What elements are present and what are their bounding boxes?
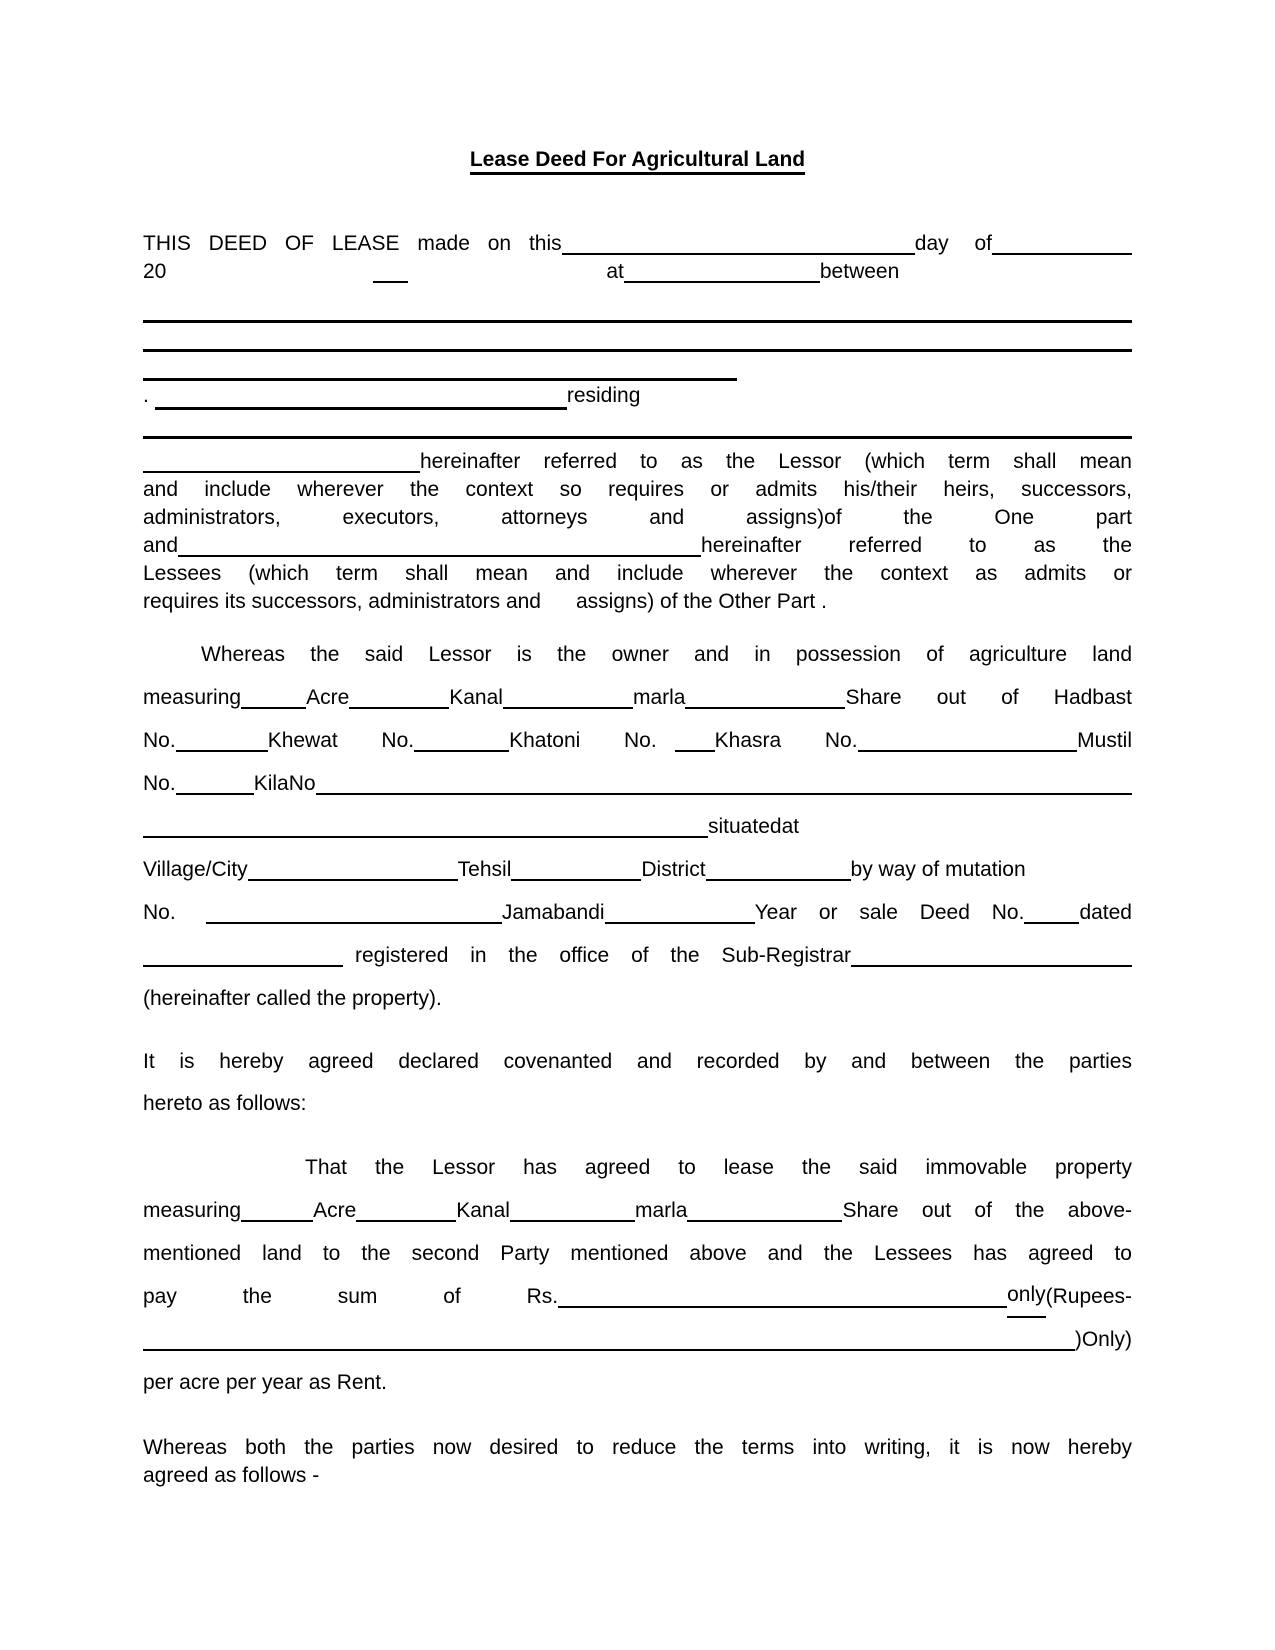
blank-row — [143, 323, 1132, 352]
blank-registration-date — [143, 965, 343, 967]
blank-lease-kanal — [356, 1220, 456, 1222]
district-label: District — [641, 858, 706, 881]
blank-khatoni-no — [675, 750, 715, 752]
blank-lessor-detail — [155, 407, 567, 410]
agreement-intro-line-2: hereto as follows: — [143, 1092, 307, 1115]
opening-paragraph — [143, 230, 1132, 286]
blank-acre — [241, 707, 306, 709]
lessor-clause-line-5: Lessees (which term shall mean and include wherever the context as admits or — [143, 562, 1132, 585]
opening-text: THIS DEED OF LEASE made on this — [143, 232, 562, 255]
khewat-label: Khewat No. — [267, 729, 415, 752]
blank-lessor-residence — [143, 471, 420, 473]
no-label: No. — [143, 729, 176, 752]
property-description-paragraph — [143, 633, 1132, 1020]
lessor-clause-line-1 — [143, 448, 1132, 476]
day-of-label: day of — [914, 232, 992, 255]
closing-line-2: agreed as follows - — [143, 1464, 320, 1487]
marla-label: marla — [634, 1199, 688, 1222]
lease-line-rupees-words — [143, 1318, 1132, 1361]
blank-row — [143, 352, 1132, 381]
blank-kila-no — [316, 793, 1132, 795]
lessor-clause-line-2: and include wherever the context so requires or admits his/their heirs, successors, — [143, 478, 1132, 501]
blank-hadbast-no — [176, 750, 268, 752]
lessor-clause-text-1: hereinafter referred to as the Lessor (which term shall mean — [420, 450, 1132, 473]
blank-share — [685, 707, 845, 709]
jamabandi-label: Jamabandi — [501, 901, 605, 924]
document-title-row — [0, 146, 1275, 174]
only-close-label: )Only) — [1074, 1328, 1132, 1351]
document-title: Lease Deed For Agricultural Land — [470, 148, 805, 175]
between-label: between — [819, 260, 900, 283]
at-label: at — [606, 260, 624, 283]
closing-paragraph — [143, 1434, 1132, 1490]
lessor-details-blanks — [143, 294, 1132, 439]
lessor-clause-text-4: hereinafter referred to as the — [701, 534, 1132, 557]
dated-label: dated — [1079, 901, 1132, 924]
property-line-numbers — [143, 719, 1132, 762]
closing-line-1: Whereas both the parties now desired to reduce the terms into writing, it is now hereby — [143, 1436, 1132, 1459]
tehsil-label: Tehsil — [457, 858, 512, 881]
blank-khewat-no — [414, 750, 509, 752]
blank-place — [624, 281, 820, 283]
agreement-intro-line-1: It is hereby agreed declared covenanted and recorded by and between the parties — [143, 1050, 1132, 1073]
blank-lessor-address — [143, 436, 1132, 439]
no-label: No. — [143, 901, 176, 924]
document-body — [143, 230, 1132, 1490]
blank-sub-registrar — [851, 965, 1132, 967]
measuring-label: measuring — [143, 686, 242, 709]
lessor-clause-line-4 — [143, 532, 1132, 560]
share-hadbast-label: Share out of Hadbast — [845, 686, 1132, 709]
pay-sum-label: pay the sum of Rs. — [143, 1285, 559, 1308]
lease-line-measuring — [143, 1189, 1132, 1232]
only-label: only — [1007, 1273, 1046, 1318]
residing-label: residing — [566, 384, 641, 407]
blank-kila-no-continued — [143, 836, 708, 838]
kanal-label: Kanal — [449, 686, 503, 709]
blank-sale-deed-no — [1024, 922, 1079, 924]
blank-lease-share — [687, 1220, 842, 1222]
khasra-label: Khasra No. — [714, 729, 858, 752]
blank-lessor-name-1 — [143, 320, 1132, 323]
blank-lessor-name-2 — [143, 349, 1132, 352]
property-line-registered — [143, 934, 1132, 977]
property-line-mutation — [143, 891, 1132, 934]
property-line-kila — [143, 762, 1132, 805]
blank-village-city — [248, 879, 458, 881]
blank-day — [562, 253, 915, 255]
acre-label: Acre — [313, 1199, 357, 1222]
blank-lessee-name — [178, 555, 701, 557]
lease-line-1: That the Lessor has agreed to lease the said immovable property — [305, 1156, 1132, 1179]
property-line-hereinafter: (hereinafter called the property). — [143, 987, 442, 1010]
marla-label: marla — [632, 686, 686, 709]
blank-month — [992, 253, 1132, 255]
mutation-label: by way of mutation — [850, 858, 1026, 881]
kilano-label: KilaNo — [253, 772, 316, 795]
mustil-label: Mustil — [1077, 729, 1132, 752]
blank-mutation-no — [206, 922, 502, 924]
year-prefix-label: 20 — [143, 260, 167, 283]
lessor-clause-paragraph — [143, 448, 1132, 616]
blank-rupees-words — [143, 1349, 1075, 1351]
property-line-situated — [143, 805, 1132, 848]
blank-jamabandi-year — [605, 922, 755, 924]
acre-label: Acre — [306, 686, 350, 709]
blank-kanal — [349, 707, 449, 709]
blank-row — [143, 294, 1132, 323]
property-line-measuring — [143, 676, 1132, 719]
and-label: and — [143, 534, 179, 557]
measuring-label: measuring — [143, 1199, 242, 1222]
lease-line-rent — [143, 1275, 1132, 1318]
year-sale-deed-label: Year or sale Deed No. — [754, 901, 1025, 924]
lessor-clause-line-3: administrators, executors, attorneys and assigns)of the One part — [143, 506, 1132, 529]
property-line-village — [143, 848, 1132, 891]
blank-marla — [503, 707, 633, 709]
at-label: at — [781, 815, 800, 838]
blank-district — [706, 879, 851, 881]
agreement-intro-paragraph — [143, 1041, 1132, 1125]
blank-tehsil — [511, 879, 641, 881]
blank-lease-marla — [510, 1220, 635, 1222]
no-label: No. — [143, 772, 176, 795]
blank-lease-acre — [241, 1220, 313, 1222]
blank-mustil-no — [176, 793, 254, 795]
blank-row — [143, 410, 1132, 439]
village-city-label: Village/City — [143, 858, 248, 881]
lease-terms-paragraph — [143, 1146, 1132, 1404]
opening-line-2 — [143, 258, 1132, 286]
blank-row-residing — [143, 381, 1132, 410]
blank-lessor-name-3 — [143, 378, 737, 381]
property-line-1: Whereas the said Lessor is the owner and in possession of agriculture land — [201, 643, 1132, 666]
blank-year-suffix — [373, 281, 408, 283]
lease-line-rent-basis: per acre per year as Rent. — [143, 1371, 387, 1394]
blank-khasra-no — [858, 750, 1078, 752]
kanal-label: Kanal — [456, 1199, 510, 1222]
share-above-label: Share out of the above- — [842, 1199, 1132, 1222]
lease-line-3: mentioned land to the second Party mentioned above and the Lessees has agreed to — [143, 1242, 1132, 1265]
rupees-label: (Rupees- — [1045, 1285, 1132, 1308]
blank-rent-amount — [558, 1306, 1007, 1308]
situated-label: situated — [708, 815, 782, 838]
period-mark: . — [143, 384, 149, 407]
khatoni-label: Khatoni No. — [509, 729, 657, 752]
opening-line-1 — [143, 230, 1132, 258]
registered-label: registered in the office of the Sub-Registrar — [355, 944, 851, 967]
lessor-clause-line-6: requires its successors, administrators and assigns) of the Other Part . — [143, 590, 827, 613]
